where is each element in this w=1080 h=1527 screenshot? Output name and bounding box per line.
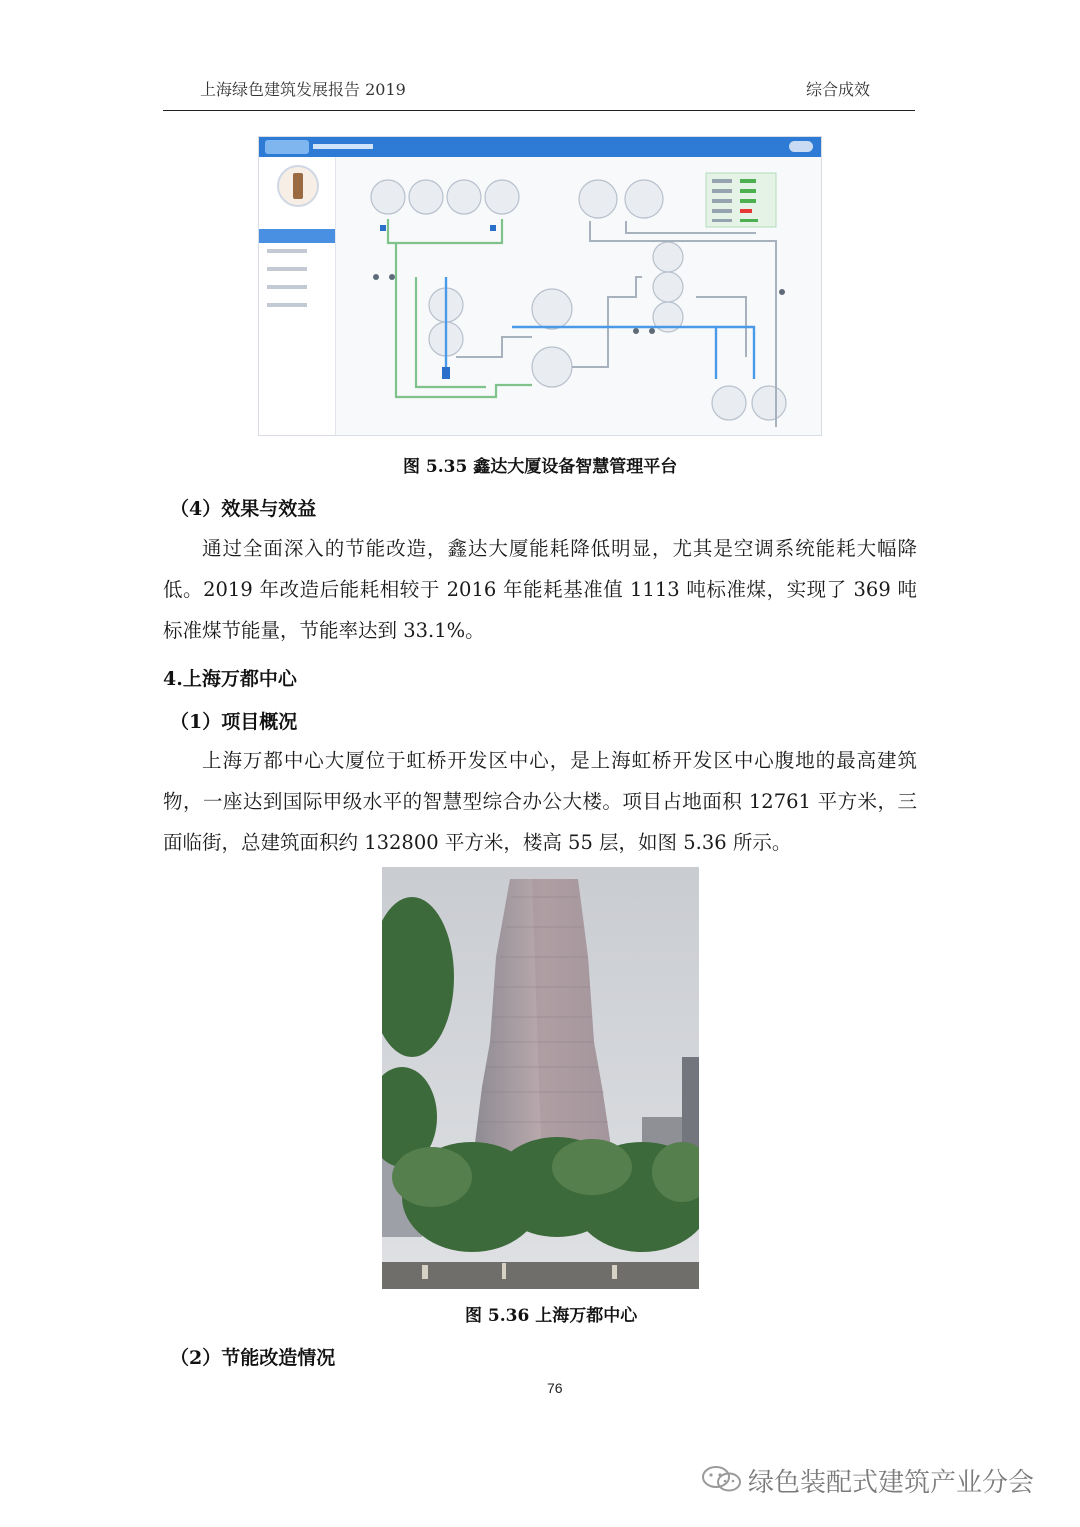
sidebar-item [267, 249, 307, 253]
user-avatar-icon [789, 141, 813, 152]
tower-photo-image [382, 867, 699, 1289]
project-heading: 4.上海万都中心 [163, 668, 297, 690]
paragraph-text: 上海万都中心大厦位于虹桥开发区中心，是上海虹桥开发区中心腹地的最高建筑物，一座达到国际甲级水平的智慧型综合办公大楼。项目占地面积 12761 平方米，三面临街，总建筑面积约 132800 平方米，楼高 55 层，如图 5.36 所示。 [163, 749, 917, 854]
platform-topbar [259, 137, 821, 157]
platform-diagram-area [336, 157, 821, 435]
figure-tower-photo [382, 867, 699, 1289]
figure-535-caption: 图 5.35 鑫达大厦设备智慧管理平台 [403, 457, 678, 477]
project-overview-paragraph [163, 740, 917, 863]
hvac-system-diagram [336, 157, 821, 435]
retrofit-heading: （2）节能改造情况 [170, 1347, 336, 1369]
figure-platform-screenshot [258, 136, 822, 436]
platform-logo [265, 140, 309, 154]
section-effect-paragraph [163, 528, 917, 651]
header-divider [163, 110, 915, 111]
sidebar-item [267, 285, 307, 289]
paragraph-text: 通过全面深入的节能改造，鑫达大厦能耗降低明显，尤其是空调系统能耗大幅降低。2019 年改造后能耗相较于 2016 年能耗基准值 1113 吨标准煤，实现了 369 吨标准煤节能量，节能率达到 33.1%。 [163, 537, 917, 642]
sidebar-item [267, 267, 307, 271]
platform-title-bar [313, 144, 373, 149]
running-header-section: 综合成效 [806, 80, 871, 99]
sidebar-item [267, 303, 307, 307]
running-header-title: 上海绿色建筑发展报告 2019 [200, 80, 406, 99]
project-overview-heading: （1）项目概况 [170, 711, 298, 733]
watermark-text: 绿色装配式建筑产业分会 [748, 1468, 1035, 1498]
figure-536-caption: 图 5.36 上海万都中心 [465, 1306, 638, 1326]
section-effect-heading: （4）效果与效益 [170, 498, 317, 520]
platform-sidebar [259, 157, 336, 435]
building-thumbnail-icon [277, 165, 319, 207]
wechat-icon [700, 1464, 744, 1494]
sidebar-active-item [259, 229, 335, 243]
page-number: 76 [547, 1380, 563, 1396]
